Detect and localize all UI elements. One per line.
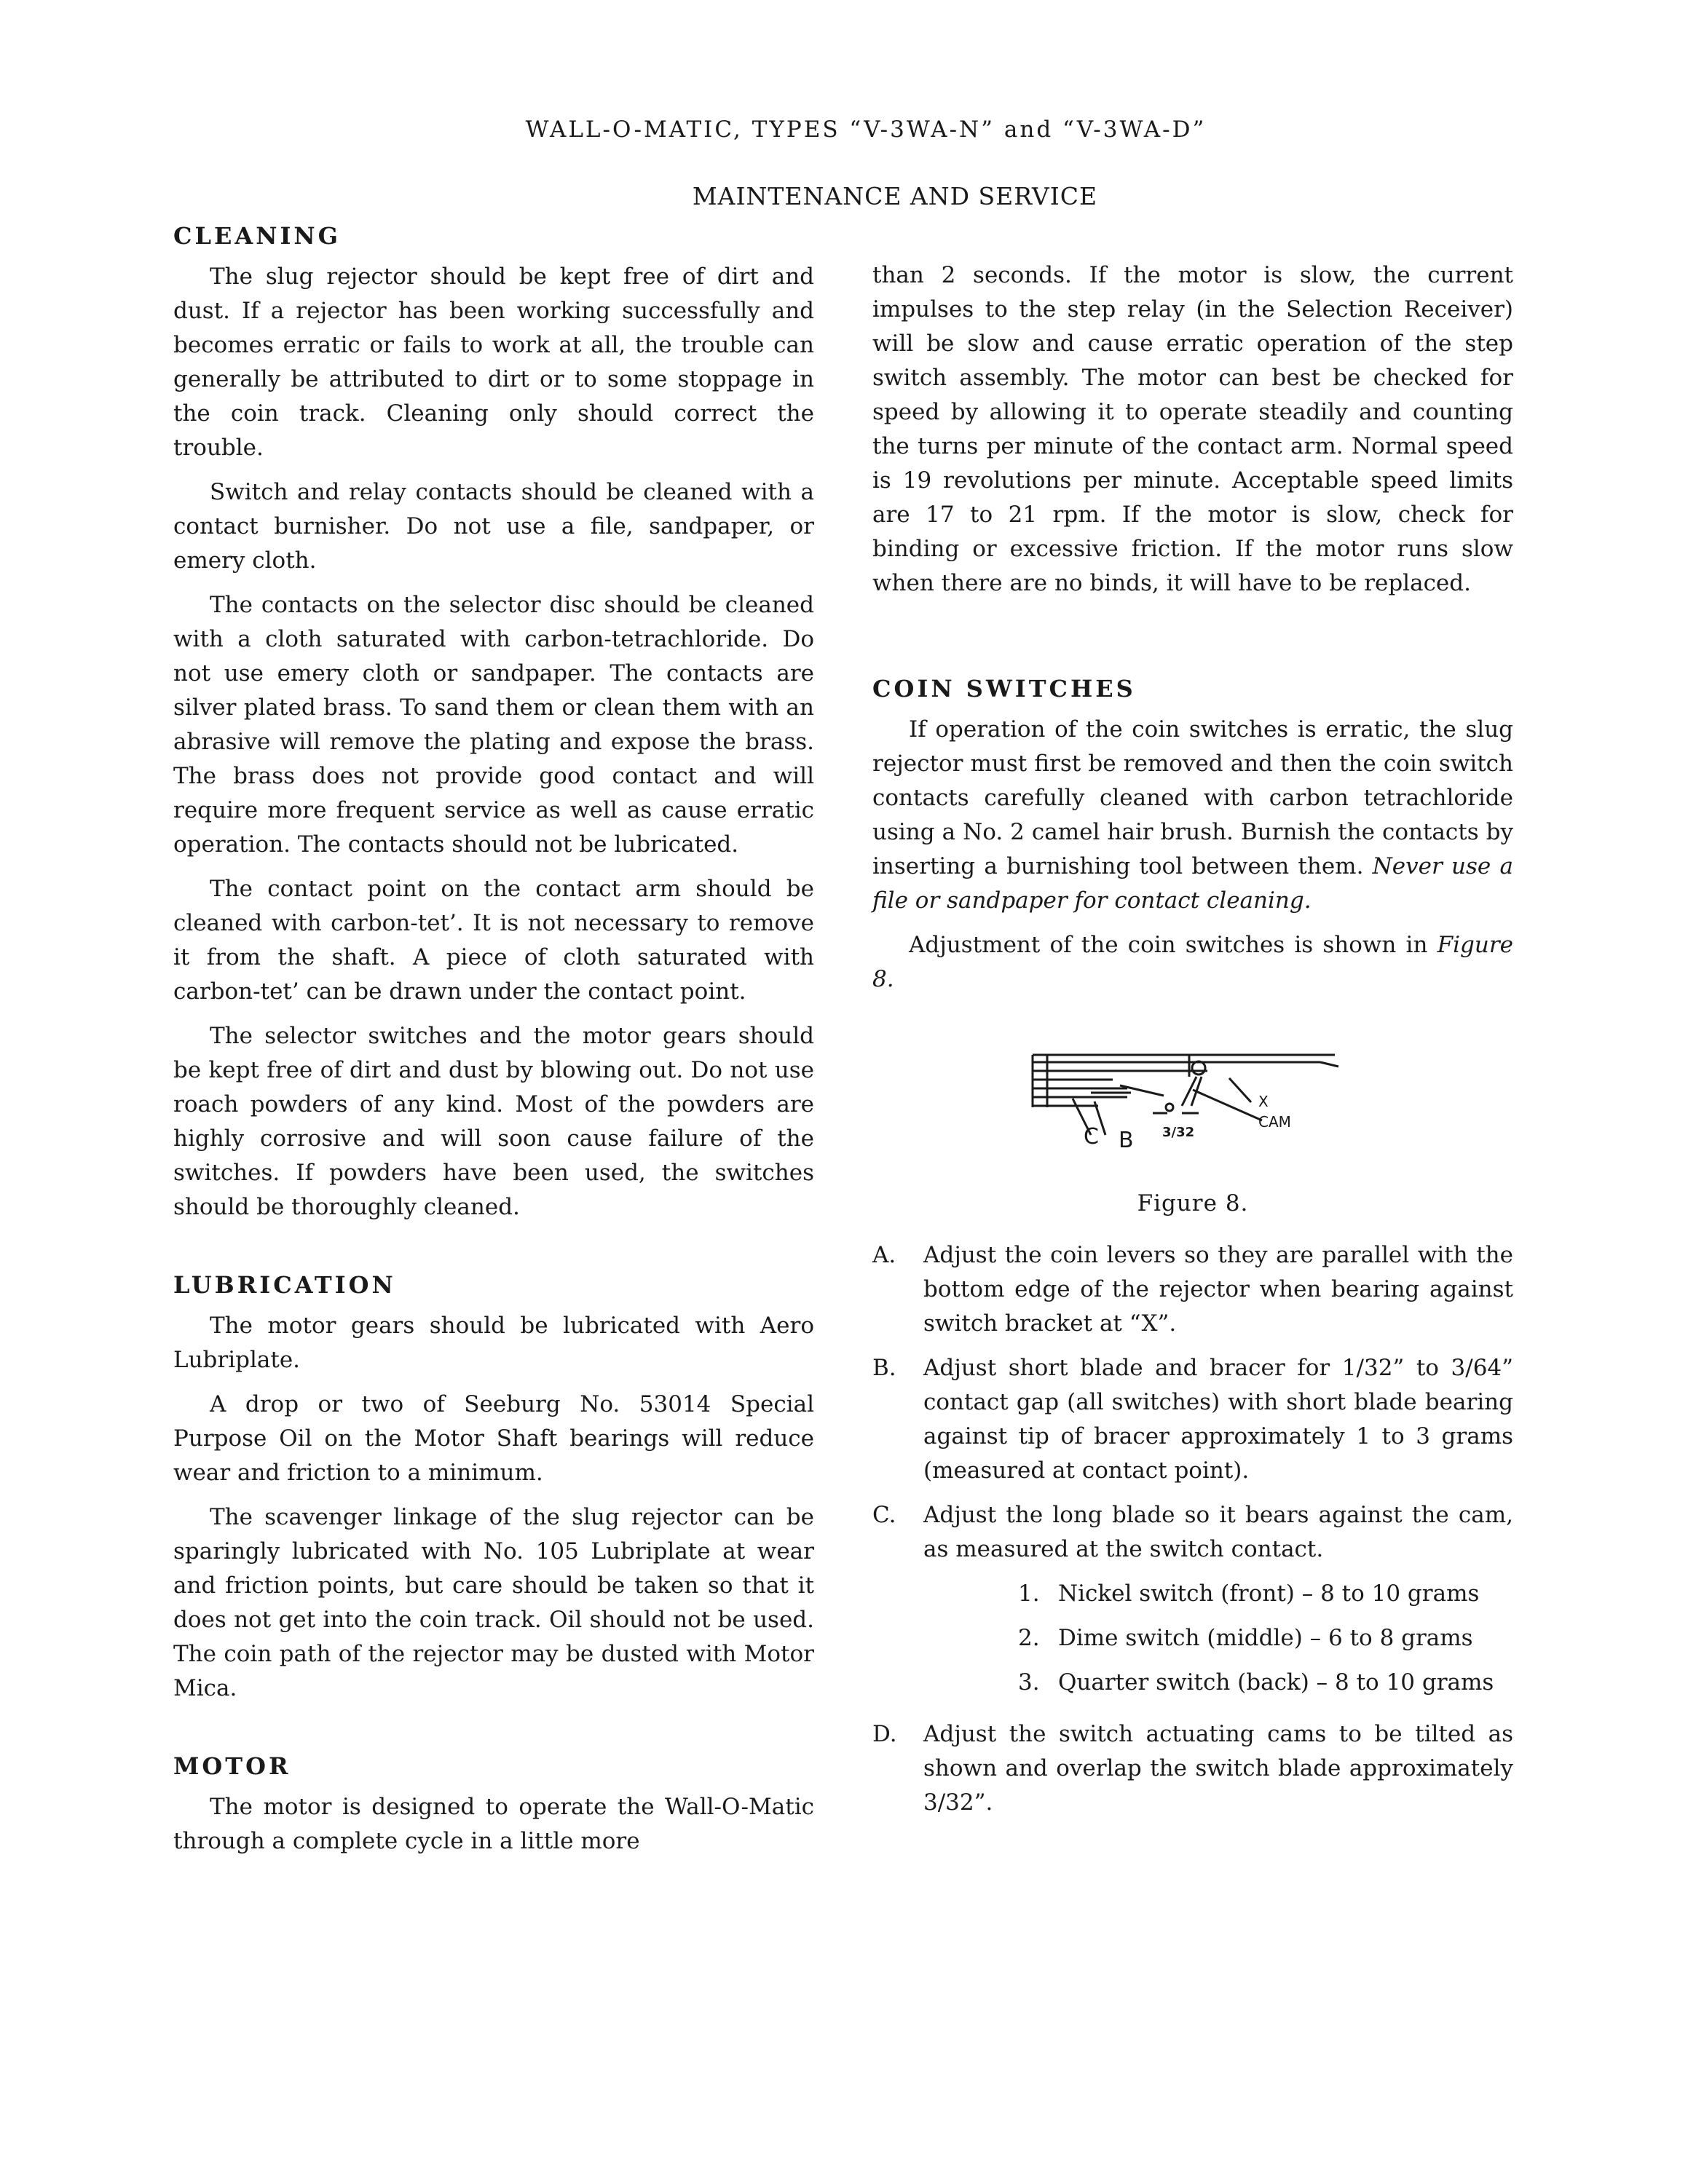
step-text: Adjust the coin levers so they are parallel with the bottom edge of the rejector when bearing against switch bracket at “X”. — [923, 1242, 1513, 1337]
right-column — [872, 258, 1513, 1830]
step-letter: C. — [872, 1502, 896, 1528]
cleaning-paragraph: The contacts on the selector disc should be cleaned with a cloth saturated with carbon-tetrachloride. Do not use emery cloth or sandpaper. The contacts are silver plated brass. To sand them or clean them with an abrasive will remove the plating and expose the brass. The brass does not provide good contact and will require more frequent service as well as cause erratic operation. The contacts should not be lubricated. — [173, 592, 814, 858]
adjustment-step — [872, 1351, 1513, 1488]
figure-label-cam: CAM — [1258, 1113, 1291, 1131]
figure-label-b: B — [1119, 1128, 1134, 1153]
step-text: Adjust the switch actuating cams to be tilted as shown and overlap the switch blade approximately 3/32”. — [923, 1721, 1513, 1816]
motor-heading: MOTOR — [173, 1752, 291, 1780]
adjustment-step — [872, 1717, 1513, 1820]
step-text: Adjust short blade and bracer for 1/32” to 3/64” contact gap (all switches) with short blade bearing against tip of bracer approximately 1 to 3 grams (measured at contact point). — [923, 1355, 1513, 1484]
figure-8-diagram — [1011, 1026, 1375, 1157]
coin-switches-paragraph: If operation of the coin switches is erratic, the slug rejector must first be removed and then the coin switch contacts carefully cleaned with carbon tetrachloride using a No. 2 camel hair brush. Burnish the contacts by inserting a burnishing tool between them. Never use a file or sandpaper for contact cleaning. — [872, 716, 1513, 914]
cleaning-paragraph: The slug rejector should be kept free of dirt and dust. If a rejector has been working successfully and becomes erratic or fails to work at all, the trouble can generally be attributed to dirt or to some stoppage in the coin track. Cleaning only should correct the trouble. — [173, 264, 814, 461]
lubrication-paragraph: A drop or two of Seeburg No. 53014 Special Purpose Oil on the Motor Shaft bearings will reduce wear and friction to a minimum. — [173, 1391, 814, 1486]
spring-tension-item: 1. Nickel switch (front) – 8 to 10 grams — [1018, 1580, 1480, 1607]
step-letter: A. — [872, 1242, 896, 1268]
coin-switches-heading: COIN SWITCHES — [872, 675, 1136, 703]
figure-label-x: X — [1258, 1093, 1269, 1110]
spring-tension-item: 2. Dime switch (middle) – 6 to 8 grams — [1018, 1625, 1473, 1651]
step-letter: B. — [872, 1355, 896, 1381]
page-header: WALL-O-MATIC, TYPES “V-3WA-N” and “V-3WA-D” — [525, 116, 1207, 143]
lubrication-paragraph: The scavenger linkage of the slug rejector can be sparingly lubricated with No. 105 Lubriplate at wear and friction points, but care should be taken so that it does not get into the coin track. Oil should not be used. The coin path of the rejector may be dusted with Motor Mica. — [173, 1504, 814, 1701]
step-text: Adjust the long blade so it bears against the cam, as measured at the switch contact. — [923, 1502, 1513, 1562]
cleaning-paragraph: Switch and relay contacts should be cleaned with a contact burnisher. Do not use a file, sandpaper, or emery cloth. — [173, 479, 814, 574]
adjustment-step — [872, 1238, 1513, 1341]
cleaning-paragraph: The contact point on the contact arm should be cleaned with carbon-tet’. It is not necessary to remove it from the shaft. A piece of cloth saturated with carbon-tet’ can be drawn under the contact point. — [173, 876, 814, 1005]
lubrication-paragraph: The motor gears should be lubricated with Aero Lubriplate. — [173, 1313, 814, 1373]
lubrication-heading: LUBRICATION — [173, 1271, 396, 1299]
step-letter: D. — [872, 1721, 897, 1747]
figure-caption: Figure 8. — [1137, 1190, 1249, 1216]
page-subtitle: MAINTENANCE AND SERVICE — [692, 182, 1098, 210]
figure-label-gap: 3/32 — [1162, 1125, 1195, 1140]
cleaning-heading: CLEANING — [173, 222, 341, 250]
figure-reference: Figure 8. — [872, 932, 1514, 992]
cleaning-paragraph: The selector switches and the motor gears should be kept free of dirt and dust by blowing out. Do not use roach powders of any kind. Most of the powders are highly corrosive and will soon cause failure of the switches. If powders have been used, the switches should be thoroughly cleaned. — [173, 1023, 814, 1220]
motor-paragraph-continued: than 2 seconds. If the motor is slow, the current impulses to the step relay (in the Selection Receiver) will be slow and cause erratic operation of the step switch assembly. The motor can best be checked for speed by allowing it to operate steadily and counting the turns per minute of the contact arm. Normal speed is 19 revolutions per minute. Acceptable speed limits are 17 to 21 rpm. If the motor is slow, check for binding or excessive friction. If the motor runs slow when there are no binds, it will have to be replaced. — [872, 262, 1513, 596]
motor-paragraph: The motor is designed to operate the Wall-O-Matic through a complete cycle in a little more — [173, 1794, 814, 1854]
left-column — [173, 222, 814, 1869]
coin-switches-warning: Never use a file or sandpaper for contact cleaning. — [872, 853, 1513, 914]
figure-label-c: C — [1084, 1124, 1099, 1150]
spring-tension-item: 3. Quarter switch (back) – 8 to 10 grams — [1018, 1669, 1494, 1696]
coin-switches-paragraph: Adjustment of the coin switches is shown in Figure 8. — [872, 932, 1514, 992]
adjustment-step — [872, 1498, 1513, 1567]
